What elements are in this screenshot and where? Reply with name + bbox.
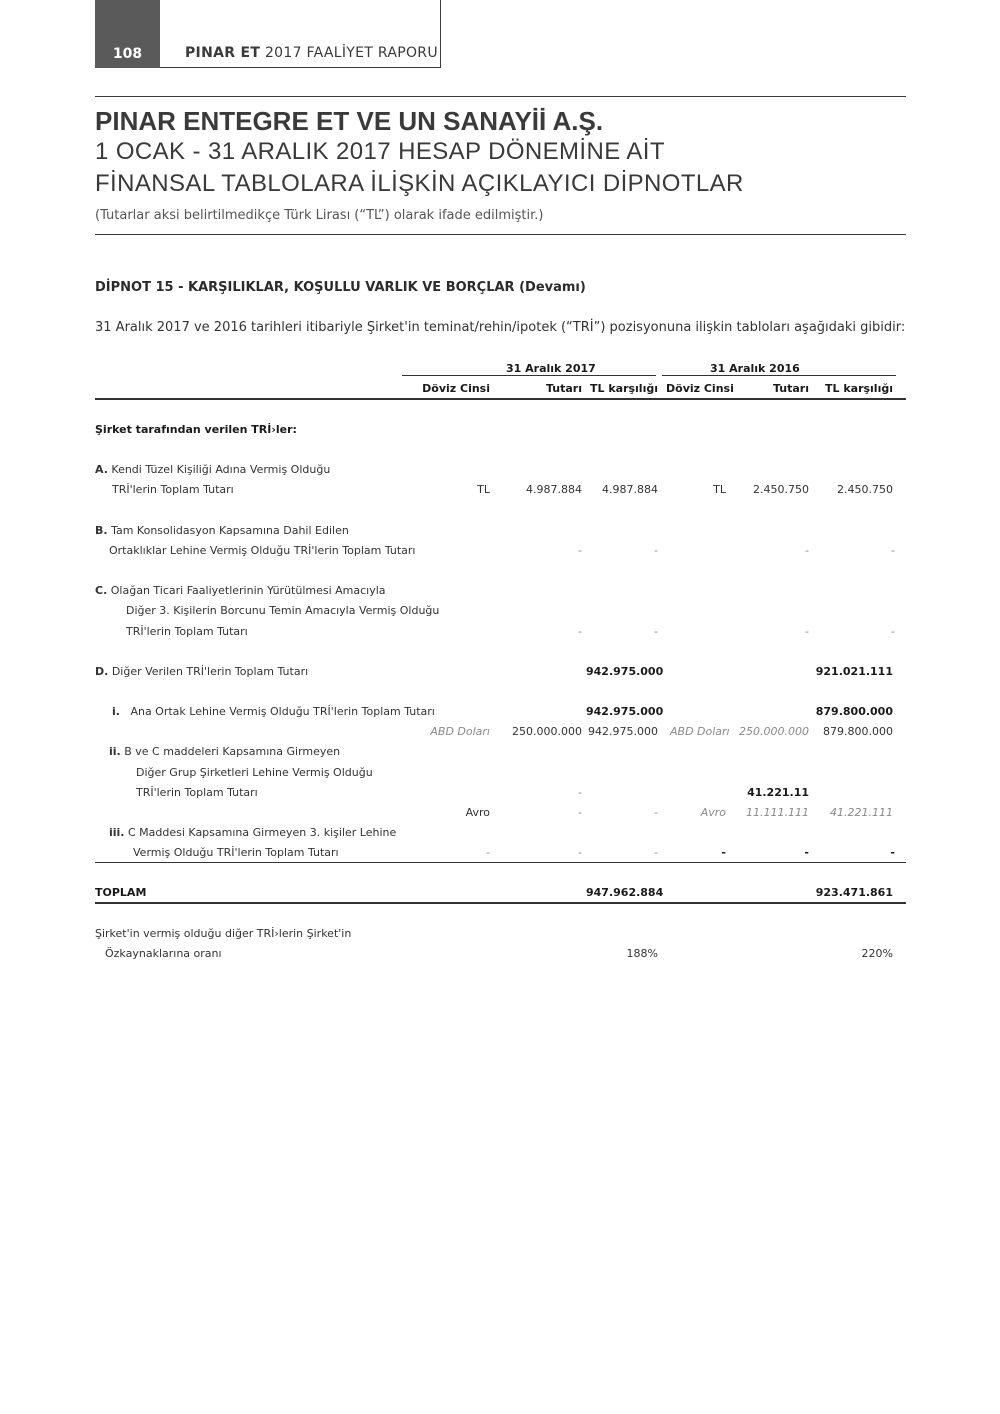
intro-text: 31 Aralık 2017 ve 2016 tarihleri itibariyle Şirket'in teminat/rehin/ipotek (“TRİ”) pozisyonuna ilişkin tabloları aşağıdaki gibidir: [95,320,906,335]
row-d-label-text: Diğer Verilen TRİ'lerin Toplam Tutarı [111,665,309,678]
period-title: 1 OCAK - 31 ARALIK 2017 HESAP DÖNEMİNE AİT [95,138,665,165]
row-a-label-1: Kendi Tüzel Kişiliği Adına Vermiş Olduğu [111,463,331,476]
brand-name: PINAR ET [185,45,261,61]
row-di-label-text: Ana Ortak Lehine Vermiş Olduğu TRİ'lerin Toplam Tutarı [130,705,435,718]
row-dii-amt-2017: - [578,786,582,799]
row-c-letter: C. [95,584,108,597]
row-dii-label-3: TRİ'lerin Toplam Tutarı [136,786,258,799]
row-c-label-1: Olağan Ticari Faaliyetlerinin Yürütülmesi Amacıyla [110,584,386,597]
row-di-num: i. [112,705,120,718]
eur-cur-2016: Avro [700,806,726,819]
row-diii-label-1: C Maddesi Kapsamına Girmeyen 3. kişiler Lehine [128,826,397,839]
row-a-amt-2016: 2.450.750 [753,483,809,496]
row-c-label [95,584,386,597]
total-2016: 923.471.861 [815,886,893,899]
header-rule [95,398,906,400]
row-diii-num: iii. [109,826,125,839]
usd-amt-2016: 250.000.000 [739,725,809,738]
company-name: PINAR ENTEGRE ET VE UN SANAYİİ A.Ş. [95,106,604,136]
col-amount-2016: Tutarı [772,382,809,395]
top-rule [95,96,906,97]
ratio-2017: 188% [626,947,658,960]
row-b-letter: B. [95,524,108,537]
row-dii-label [109,745,340,758]
row-b-label-1: Tam Konsolidasyon Kapsamına Dahil Edilen [111,524,349,537]
usd-tl-2017: 942.975.000 [588,725,658,738]
total-rule [95,902,906,904]
row-d-tl-2017: 942.975.000 [586,665,664,678]
currency-note: (Tutarlar aksi belirtilmedikçe Türk Lirası (“TL”) olarak ifade edilmiştir.) [95,208,544,223]
col-tl-2016: TL karşılığı [824,382,893,395]
page-number: 108 [95,0,160,68]
row-diii-amt-2016: - [804,846,809,859]
ratio-label-2: Özkaynaklarına oranı [105,947,222,960]
eur-amt-2017: - [578,806,582,819]
period-2017-header: 31 Aralık 2017 [506,362,596,375]
row-dii-num: ii. [109,745,121,758]
row-c-tl-2017: - [654,625,658,638]
row-d-label [95,665,308,678]
usd-tl-2016: 879.800.000 [823,725,893,738]
row-diii-cur-2016: - [721,846,726,859]
row-a-tl-2017: 4.987.884 [602,483,658,496]
total-label: TOPLAM [95,886,147,899]
ratio-2016: 220% [861,947,893,960]
row-a-cur-2016: TL [713,483,726,496]
row-a-letter: A. [95,463,108,476]
given-heading: Şirket tarafından verilen TRİ›ler: [95,423,297,436]
usd-cur-2016: ABD Doları [670,725,730,738]
eur-amt-2016: 11.111.111 [746,806,809,819]
col-amount-2017: Tutarı [545,382,582,395]
row-d-letter: D. [95,665,109,678]
row-dii-label-2: Diğer Grup Şirketleri Lehine Vermiş Olduğu [136,766,373,779]
row-diii-label-2: Vermiş Olduğu TRİ'lerin Toplam Tutarı [133,846,339,859]
title-rule [95,234,906,235]
row-a-cur-2017: TL [477,483,490,496]
row-b-amt-2016: - [805,544,809,557]
row-diii-tl-2016: - [890,846,895,859]
row-b-tl-2016: - [891,544,895,557]
row-a-amt-2017: 4.987.884 [526,483,582,496]
row-c-tl-2016: - [891,625,895,638]
row-b-tl-2017: - [654,544,658,557]
row-b-label-2: Ortaklıklar Lehine Vermiş Olduğu TRİ'lerin Toplam Tutarı [109,544,416,557]
period-2016-rule [662,375,896,376]
row-a-tl-2016: 2.450.750 [837,483,893,496]
row-d-tl-2016: 921.021.111 [815,665,893,678]
period-2016-header: 31 Aralık 2016 [710,362,800,375]
total-2017: 947.962.884 [586,886,664,899]
note-heading: DİPNOT 15 - KARŞILIKLAR, KOŞULLU VARLIK VE BORÇLAR (Devamı) [95,280,586,295]
row-diii-cur-2017: - [486,846,490,859]
eur-cur-2017: Avro [465,806,490,819]
report-name: 2017 FAALİYET RAPORU [264,45,438,61]
col-tl-2017: TL karşılığı [589,382,658,395]
row-a-label-2: TRİ'lerin Toplam Tutarı [112,483,234,496]
eur-tl-2016: 41.221.111 [830,806,893,819]
row-b-amt-2017: - [578,544,582,557]
row-diii-amt-2017: - [578,846,582,859]
eur-tl-2017: - [654,806,658,819]
row-b-label [95,524,349,537]
row-di-tl-2017: 942.975.000 [586,705,664,718]
report-title [185,45,438,61]
usd-amt-2017: 250.000.000 [512,725,582,738]
col-currency-2017: Döviz Cinsi [422,382,490,395]
statements-title: FİNANSAL TABLOLARA İLİŞKİN AÇIKLAYICI DİPNOTLAR [95,170,744,197]
subtotal-rule [95,862,906,863]
ratio-label-1: Şirket'in vermiş olduğu diğer TRİ›lerin Şirket'in [95,927,352,940]
row-c-label-3: TRİ'lerin Toplam Tutarı [126,625,248,638]
row-a-label [95,463,330,476]
row-c-amt-2017: - [578,625,582,638]
usd-cur-2017: ABD Doları [430,725,490,738]
row-di-label [112,705,435,718]
row-di-tl-2016: 879.800.000 [815,705,893,718]
row-c-amt-2016: - [805,625,809,638]
col-currency-2016: Döviz Cinsi [666,382,734,395]
row-diii-tl-2017: - [654,846,658,859]
row-dii-label-1: B ve C maddeleri Kapsamına Girmeyen [124,745,341,758]
row-c-label-2: Diğer 3. Kişilerin Borcunu Temin Amacıyla Vermiş Olduğu [126,604,440,617]
row-dii-amt-2016: 41.221.11 [747,786,809,799]
period-2017-rule [402,375,656,376]
row-diii-label [109,826,396,839]
